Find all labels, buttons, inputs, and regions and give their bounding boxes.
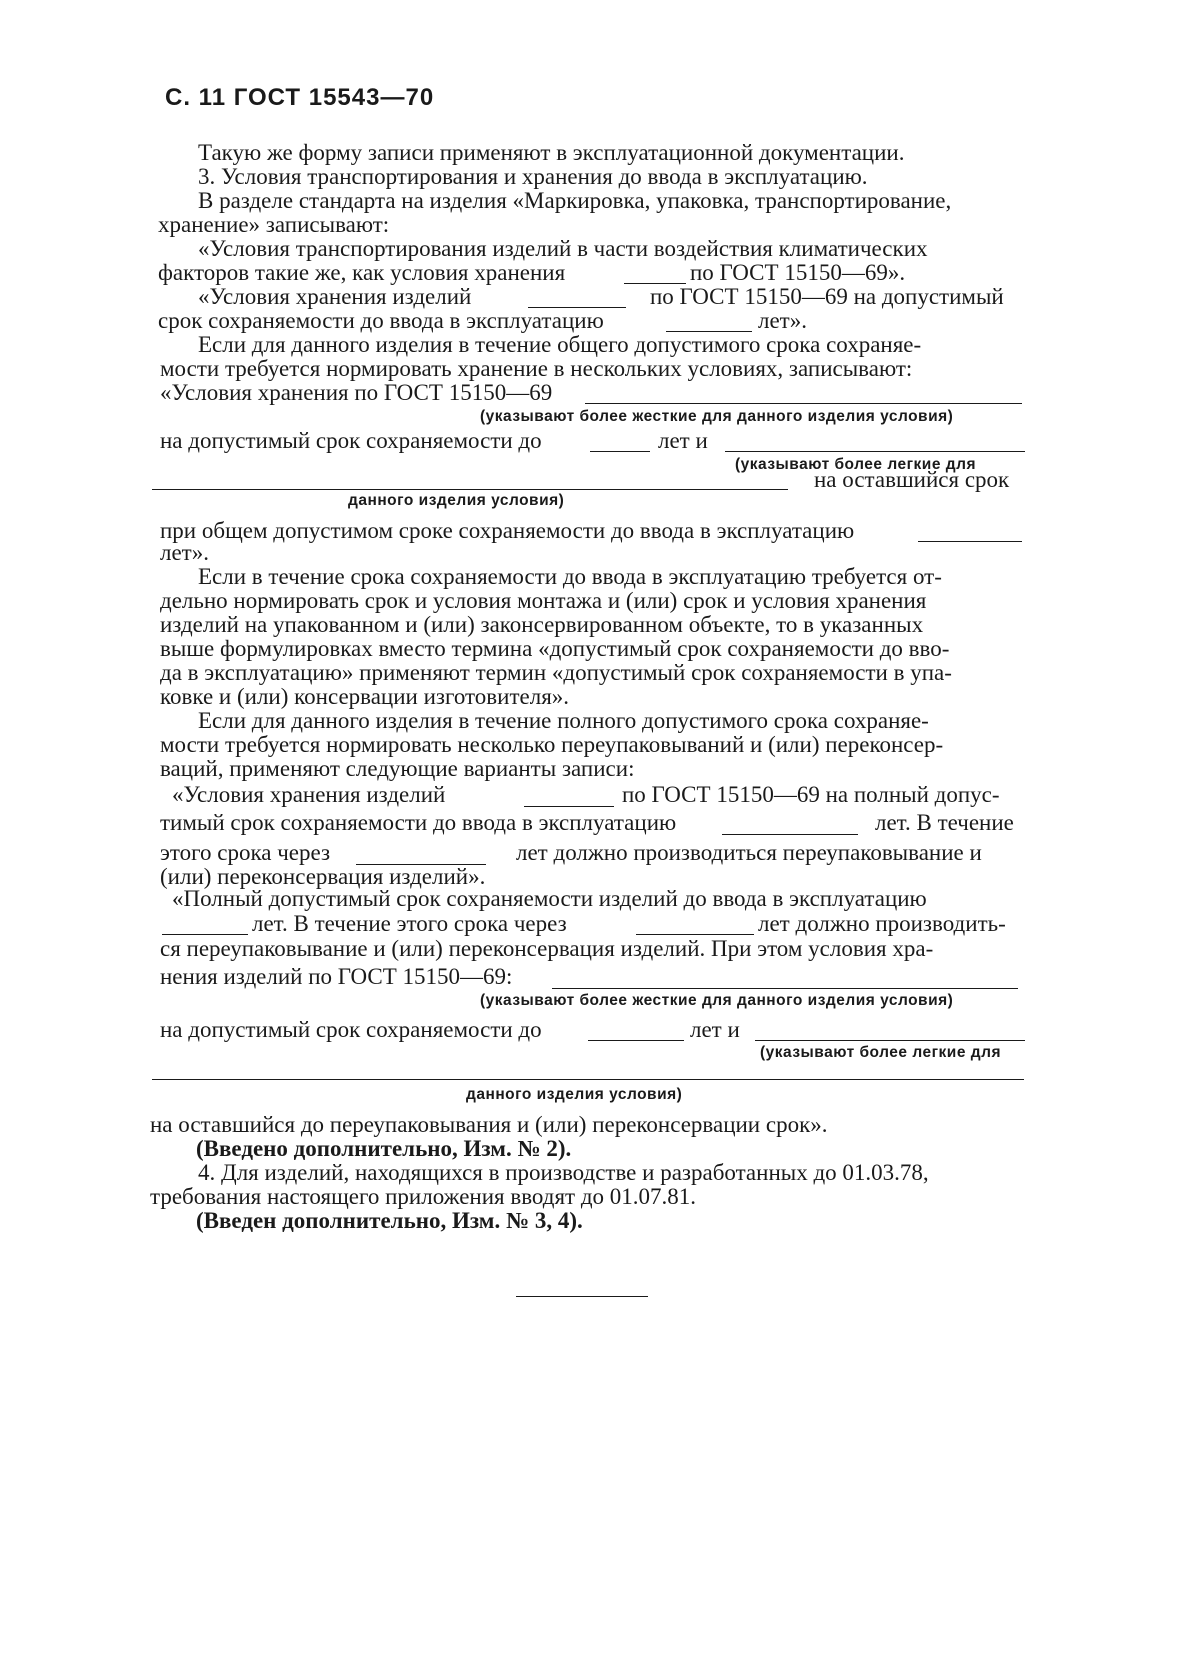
text-line: лет должно производиться переупаковывание и bbox=[516, 840, 982, 865]
caption: (указывают более жесткие для данного изделия условия) bbox=[480, 992, 954, 1009]
blank-line bbox=[636, 934, 754, 935]
text-line: лет». bbox=[758, 308, 807, 333]
blank-line bbox=[162, 934, 248, 935]
blank-line bbox=[152, 489, 788, 490]
text-line: лет». bbox=[160, 540, 209, 565]
text-line: срок сохраняемости до ввода в эксплуатацию bbox=[158, 308, 604, 333]
text-line: лет и bbox=[690, 1017, 740, 1042]
text-line: Такую же форму записи применяют в эксплуатационной документации. bbox=[198, 140, 905, 165]
blank-line bbox=[918, 541, 1022, 542]
text-line: при общем допустимом сроке сохраняемости до ввода в эксплуатацию bbox=[160, 518, 855, 543]
text-line: хранение» записывают: bbox=[158, 212, 390, 237]
caption: (указывают более жесткие для данного изделия условия) bbox=[480, 408, 954, 425]
text-line: этого срока через bbox=[160, 840, 331, 865]
amendment-note: (Введен дополнительно, Изм. № 3, 4). bbox=[196, 1208, 583, 1233]
blank-line bbox=[725, 451, 1025, 452]
text-line: дельно нормировать срок и условия монтажа и (или) срок и условия хранения bbox=[160, 588, 927, 613]
text-line: на допустимый срок сохраняемости до bbox=[160, 428, 542, 453]
blank-line bbox=[585, 403, 1022, 404]
text-line: по ГОСТ 15150—69 на допустимый bbox=[650, 284, 1004, 309]
blank-line bbox=[524, 806, 614, 807]
page-header: С. 11 ГОСТ 15543—70 bbox=[165, 84, 435, 111]
text-line: по ГОСТ 15150—69 на полный допус- bbox=[622, 782, 1000, 807]
text-line: «Полный допустимый срок сохраняемости изделий до ввода в эксплуатацию bbox=[172, 886, 927, 911]
caption: (указывают более легкие для bbox=[735, 456, 976, 473]
blank-line bbox=[590, 451, 650, 452]
text-line: (или) переконсервация изделий». bbox=[160, 864, 486, 889]
text-line: ковке и (или) консервации изготовителя». bbox=[160, 684, 570, 709]
text-line: «Условия хранения по ГОСТ 15150—69 bbox=[160, 380, 553, 405]
text-line: по ГОСТ 15150—69». bbox=[690, 260, 906, 285]
text-line: требования настоящего приложения вводят до 01.07.81. bbox=[150, 1184, 697, 1209]
text-line: 3. Условия транспортирования и хранения до ввода в эксплуатацию. bbox=[198, 164, 868, 189]
text-line: нения изделий по ГОСТ 15150—69: bbox=[160, 964, 513, 989]
text-line: «Условия транспортирования изделий в части воздействия климатических bbox=[198, 236, 928, 261]
text-line: мости требуется нормировать несколько переупаковываний и (или) переконсер- bbox=[160, 732, 944, 757]
text-line: лет и bbox=[658, 428, 708, 453]
text-line: тимый срок сохраняемости до ввода в эксплуатацию bbox=[160, 810, 677, 835]
text-line: лет. В течение этого срока через bbox=[252, 911, 567, 936]
end-rule bbox=[516, 1296, 648, 1297]
text-line: изделий на упакованном и (или) законсервированном объекте, то в указанных bbox=[160, 612, 924, 637]
blank-line bbox=[755, 1040, 1025, 1041]
text-line: Если для данного изделия в течение общего допустимого срока сохраняе- bbox=[198, 332, 922, 357]
caption: данного изделия условия) bbox=[348, 492, 565, 509]
text-line: ся переупаковывание и (или) переконсервация изделий. При этом условия хра- bbox=[160, 936, 934, 961]
blank-line bbox=[588, 1040, 684, 1041]
text-line: Если для данного изделия в течение полного допустимого срока сохраняе- bbox=[198, 708, 929, 733]
text-line: Если в течение срока сохраняемости до ввода в эксплуатацию требуется от- bbox=[198, 564, 942, 589]
blank-line bbox=[722, 834, 858, 835]
text-line: «Условия хранения изделий bbox=[198, 284, 472, 309]
text-line: 4. Для изделий, находящихся в производстве и разработанных до 01.03.78, bbox=[198, 1160, 929, 1185]
blank-line bbox=[152, 1079, 1024, 1080]
blank-line bbox=[552, 988, 1018, 989]
text-line: В разделе стандарта на изделия «Маркировка, упаковка, транспортирование, bbox=[198, 188, 952, 213]
caption: данного изделия условия) bbox=[466, 1086, 683, 1103]
text-line: на допустимый срок сохраняемости до bbox=[160, 1017, 542, 1042]
text-line: лет. В течение bbox=[875, 810, 1014, 835]
amendment-note: (Введено дополнительно, Изм. № 2). bbox=[196, 1136, 572, 1161]
text-line: на оставшийся до переупаковывания и (или) переконсервации срок». bbox=[150, 1112, 828, 1137]
caption: (указывают более легкие для bbox=[760, 1044, 1001, 1061]
text-line: на оставшийся срок bbox=[814, 467, 1010, 492]
text-line: выше формулировках вместо термина «допустимый срок сохраняемости до вво- bbox=[160, 636, 950, 661]
text-line: лет должно производить- bbox=[758, 911, 1006, 936]
text-line: «Условия хранения изделий bbox=[172, 782, 446, 807]
text-line: да в эксплуатацию» применяют термин «допустимый срок сохраняемости в упа- bbox=[160, 660, 952, 685]
text-line: факторов такие же, как условия хранения bbox=[158, 260, 566, 285]
text-line: ваций, применяют следующие варианты записи: bbox=[160, 756, 635, 781]
text-line: мости требуется нормировать хранение в нескольких условиях, записывают: bbox=[160, 356, 913, 381]
